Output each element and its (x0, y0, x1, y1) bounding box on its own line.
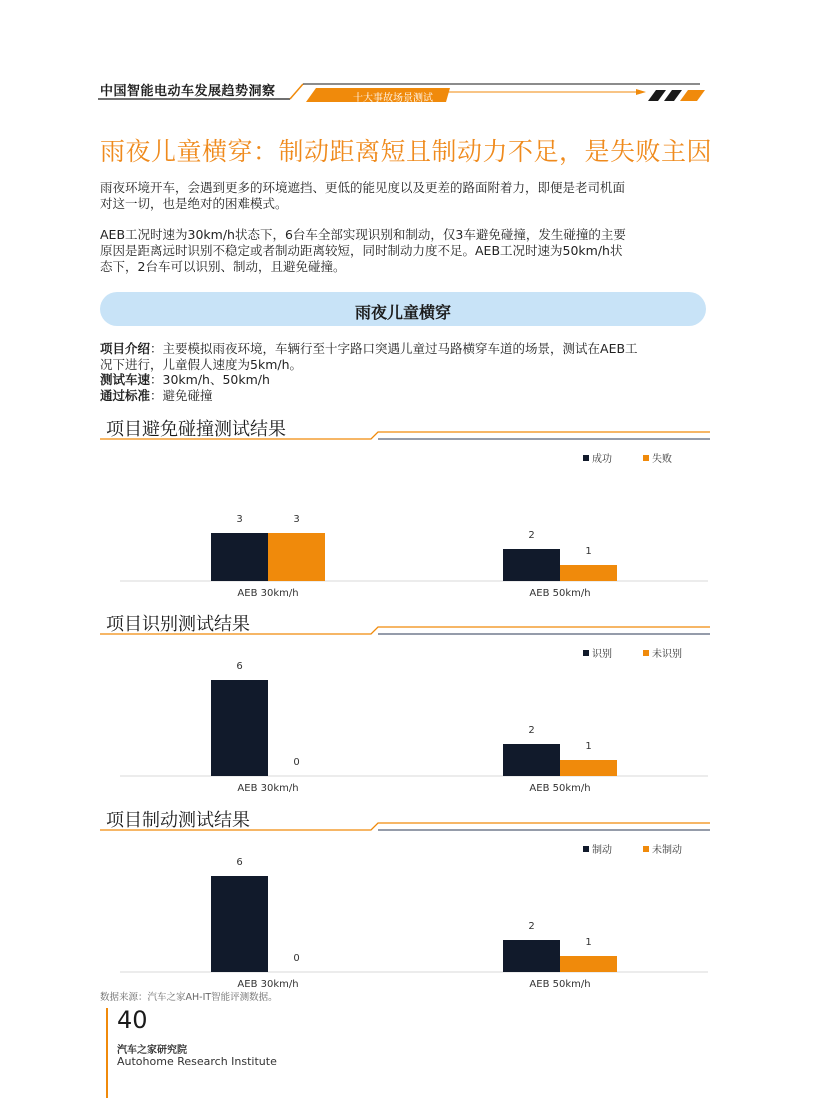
bar (211, 533, 268, 581)
paragraph-line: 雨夜环境开车，会遇到更多的环境遮挡、更低的能见度以及更差的路面附着力，即便是老司机面 (100, 180, 626, 195)
data-label: 6 (236, 661, 243, 672)
legend-label: 未识别 (652, 649, 682, 660)
data-label: 3 (293, 514, 300, 525)
data-label: 1 (585, 741, 592, 752)
bar (560, 565, 617, 581)
bar (560, 760, 617, 776)
paragraph-1 (100, 180, 700, 212)
data-label: 1 (585, 937, 592, 948)
category-label: AEB 30km/h (237, 979, 299, 990)
legend-label: 制动 (592, 845, 612, 856)
paragraph-line: 态下，2台车可以识别、制动，且避免碰撞。 (100, 259, 346, 274)
recognition-chart (0, 625, 816, 800)
legend-swatch (583, 846, 589, 852)
scenario-banner (100, 292, 706, 326)
chart-title-braking: 项目制动测试结果 (106, 810, 250, 831)
legend-label: 未制动 (652, 845, 682, 856)
section-tag: 十大事故场景测试 (353, 93, 433, 104)
project-info (100, 341, 712, 403)
legend-swatch (643, 650, 649, 656)
title-underline-orange (100, 432, 710, 439)
speed-label: 测试车速 (100, 372, 151, 387)
institute-cn: 汽车之家研究院 (117, 1045, 187, 1056)
data-label: 2 (528, 530, 535, 541)
standard-label: 通过标准 (100, 387, 151, 403)
legend-label: 成功 (592, 454, 612, 465)
category-label: AEB 30km/h (237, 588, 299, 599)
category-label: AEB 30km/h (237, 783, 299, 794)
intro-label: 项目介绍 (100, 341, 151, 356)
intro-text-cont: 况下进行，儿童假人速度为5km/h。 (100, 356, 303, 372)
legend-swatch (583, 455, 589, 461)
data-source: 数据来源：汽车之家AH-IT智能评测数据。 (100, 992, 278, 1003)
report-title: 中国智能电动车发展趋势洞察 (100, 84, 276, 99)
title-underline-orange (100, 823, 710, 830)
paragraph-line: AEB工况时速为30km/h状态下，6台车全部实现识别和制动，仅3车避免碰撞，发生碰撞的主要 (100, 227, 626, 242)
paragraph-2 (100, 227, 700, 275)
legend-swatch (643, 455, 649, 461)
braking-chart (0, 821, 816, 996)
institute-en: Autohome Research Institute (117, 1055, 277, 1068)
data-label: 3 (236, 514, 243, 525)
bar (503, 744, 560, 776)
data-label: 2 (528, 921, 535, 932)
collision-chart (0, 430, 816, 605)
category-label: AEB 50km/h (529, 783, 591, 794)
title-underline-orange (100, 627, 710, 634)
category-label: AEB 50km/h (529, 979, 591, 990)
banner-title: 雨夜儿童横穿 (354, 303, 451, 322)
data-label: 0 (293, 953, 300, 964)
chart-title-collision: 项目避免碰撞测试结果 (106, 419, 286, 440)
data-label: 2 (528, 725, 535, 736)
bar (503, 940, 560, 972)
bar (268, 533, 325, 581)
page-title: 雨夜儿童横穿：制动距离短且制动力不足，是失败主因 (100, 137, 713, 166)
bar (503, 549, 560, 581)
data-label: 6 (236, 857, 243, 868)
intro-text: ：主要模拟雨夜环境，车辆行至十字路口突遇儿童过马路横穿车道的场景，测试在AEB工 (150, 341, 638, 356)
legend-label: 识别 (592, 649, 612, 660)
legend-label: 失败 (652, 454, 672, 465)
footer-bar (106, 1008, 108, 1098)
bar (560, 956, 617, 972)
legend-swatch (583, 650, 589, 656)
bar (211, 680, 268, 776)
page-number: 40 (117, 1006, 148, 1034)
bar (211, 876, 268, 972)
standard-value: ：避免碰撞 (150, 387, 213, 403)
paragraph-line: 原因是距离远时识别不稳定或者制动距离较短，同时制动力度不足。AEB工况时速为50km/h状 (100, 243, 623, 258)
category-label: AEB 50km/h (529, 588, 591, 599)
data-label: 1 (585, 546, 592, 557)
speed-value: ：30km/h、50km/h (150, 372, 270, 387)
legend-swatch (643, 846, 649, 852)
data-label: 0 (293, 757, 300, 768)
chart-title-recognition: 项目识别测试结果 (106, 614, 250, 635)
paragraph-line: 对这一切，也是绝对的困难模式。 (100, 196, 288, 211)
